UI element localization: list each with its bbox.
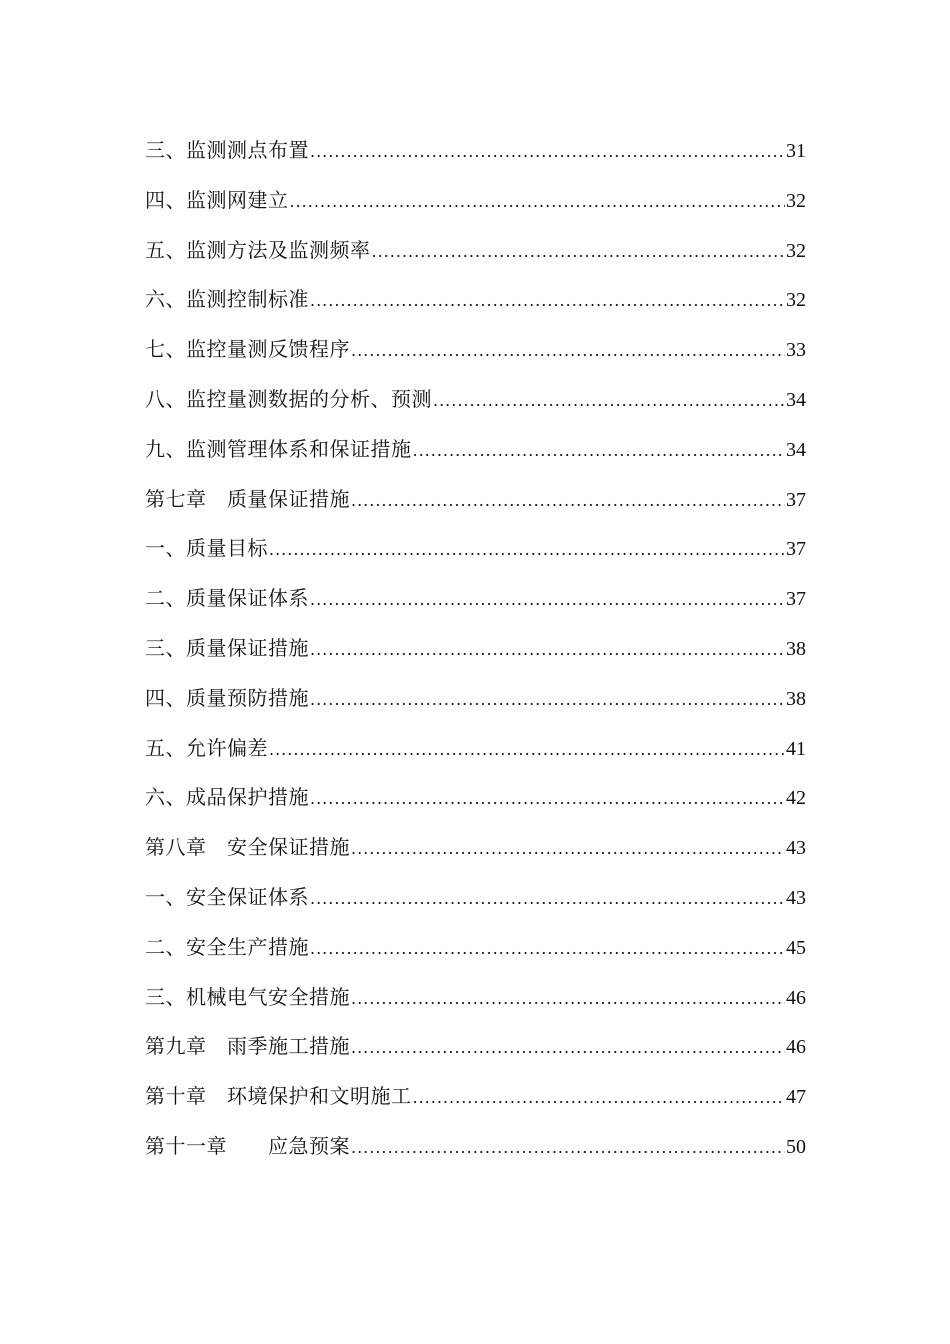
toc-dot-leader (351, 823, 785, 873)
toc-entry-page: 38 (786, 687, 806, 710)
toc-entry-title: 八、监控量测数据的分析、预测 (145, 386, 432, 411)
toc-entry[interactable] (145, 674, 806, 724)
toc-entry-page: 42 (786, 787, 806, 810)
toc-entry[interactable] (145, 624, 806, 674)
toc-chapter-entry[interactable] (145, 1072, 806, 1122)
toc-entry-title: 第七章 质量保证措施 (145, 486, 350, 511)
toc-dot-leader (310, 126, 785, 176)
toc-entry[interactable] (145, 574, 806, 624)
toc-entry-title: 三、监测测点布置 (145, 138, 309, 162)
toc-entry[interactable] (145, 375, 806, 425)
toc-entry[interactable] (145, 923, 806, 973)
toc-entry-page: 34 (786, 438, 806, 461)
toc-entry-page: 31 (786, 140, 806, 162)
toc-entry-title: 四、质量预防措施 (145, 685, 309, 710)
toc-entry-title: 一、安全保证体系 (145, 884, 309, 909)
toc-entry-title: 三、机械电气安全措施 (145, 984, 350, 1009)
toc-entry[interactable] (145, 724, 806, 774)
toc-entry[interactable] (145, 773, 806, 823)
toc-entry[interactable] (145, 425, 806, 475)
toc-entry-page: 38 (786, 637, 806, 660)
toc-entry-page: 50 (786, 1135, 806, 1158)
toc-entry-page: 33 (786, 339, 806, 362)
toc-entry-title: 六、监测控制标准 (145, 287, 309, 312)
toc-entry[interactable] (145, 873, 806, 923)
toc-dot-leader (310, 624, 785, 674)
toc-entry-title: 第八章 安全保证措施 (145, 835, 350, 860)
toc-entry-page: 43 (786, 837, 806, 860)
toc-entry-page: 46 (786, 986, 806, 1009)
toc-entry-title: 三、质量保证措施 (145, 635, 309, 660)
toc-dot-leader (351, 1122, 785, 1172)
toc-entry-page: 47 (786, 1086, 806, 1109)
toc-dot-leader (351, 475, 785, 525)
toc-dot-leader (351, 325, 785, 375)
toc-entry[interactable] (145, 126, 806, 176)
toc-entry-title: 五、监测方法及监测频率 (145, 237, 371, 262)
toc-chapter-entry[interactable] (145, 823, 806, 873)
toc-entry-page: 46 (786, 1036, 806, 1059)
toc-entry-title: 九、监测管理体系和保证措施 (145, 436, 412, 461)
toc-entry-page: 32 (786, 189, 806, 212)
toc-entry-page: 41 (786, 737, 806, 760)
toc-entry-title: 七、监控量测反馈程序 (145, 337, 350, 362)
toc-entry-page: 32 (786, 289, 806, 312)
toc-dot-leader (310, 873, 785, 923)
toc-dot-leader (413, 1072, 786, 1122)
toc-chapter-entry[interactable] (145, 475, 806, 525)
toc-entry-page: 34 (786, 388, 806, 411)
toc-entry-title: 四、监测网建立 (145, 187, 289, 212)
toc-dot-leader (351, 1022, 785, 1072)
toc-dot-leader (310, 574, 785, 624)
toc-dot-leader (433, 375, 785, 425)
toc-entry-page: 37 (786, 588, 806, 611)
toc-entry-title: 六、成品保护措施 (145, 785, 309, 810)
toc-dot-leader (413, 425, 786, 475)
toc-entry[interactable] (145, 325, 806, 375)
toc-dot-leader (310, 773, 785, 823)
toc-chapter-entry[interactable] (145, 1122, 806, 1172)
toc-entry-title: 二、质量保证体系 (145, 586, 309, 611)
toc-entry-page: 43 (786, 886, 806, 909)
toc-dot-leader (269, 724, 785, 774)
toc-dot-leader (351, 973, 785, 1023)
toc-dot-leader (310, 275, 785, 325)
toc-entry-page: 37 (786, 538, 806, 561)
toc-entry-title: 一、质量目标 (145, 536, 268, 561)
toc-dot-leader (372, 226, 786, 276)
toc-entry-title: 二、安全生产措施 (145, 934, 309, 959)
toc-entry-page: 32 (786, 239, 806, 262)
toc-entry[interactable] (145, 973, 806, 1023)
toc-entry[interactable] (145, 524, 806, 574)
toc-entry-title: 第九章 雨季施工措施 (145, 1034, 350, 1059)
toc-entry-page: 45 (786, 936, 806, 959)
toc-entry[interactable] (145, 275, 806, 325)
toc-entry[interactable] (145, 176, 806, 226)
toc-entry-title: 五、允许偏差 (145, 735, 268, 760)
toc-entry-title: 第十章 环境保护和文明施工 (145, 1084, 412, 1109)
toc-entry-page: 37 (786, 488, 806, 511)
toc-entry-title: 第十一章 应急预案 (145, 1133, 350, 1158)
table-of-contents (145, 126, 806, 1172)
toc-dot-leader (290, 176, 786, 226)
toc-entry[interactable] (145, 226, 806, 276)
toc-dot-leader (310, 674, 785, 724)
toc-dot-leader (310, 923, 785, 973)
toc-dot-leader (269, 524, 785, 574)
toc-chapter-entry[interactable] (145, 1022, 806, 1072)
